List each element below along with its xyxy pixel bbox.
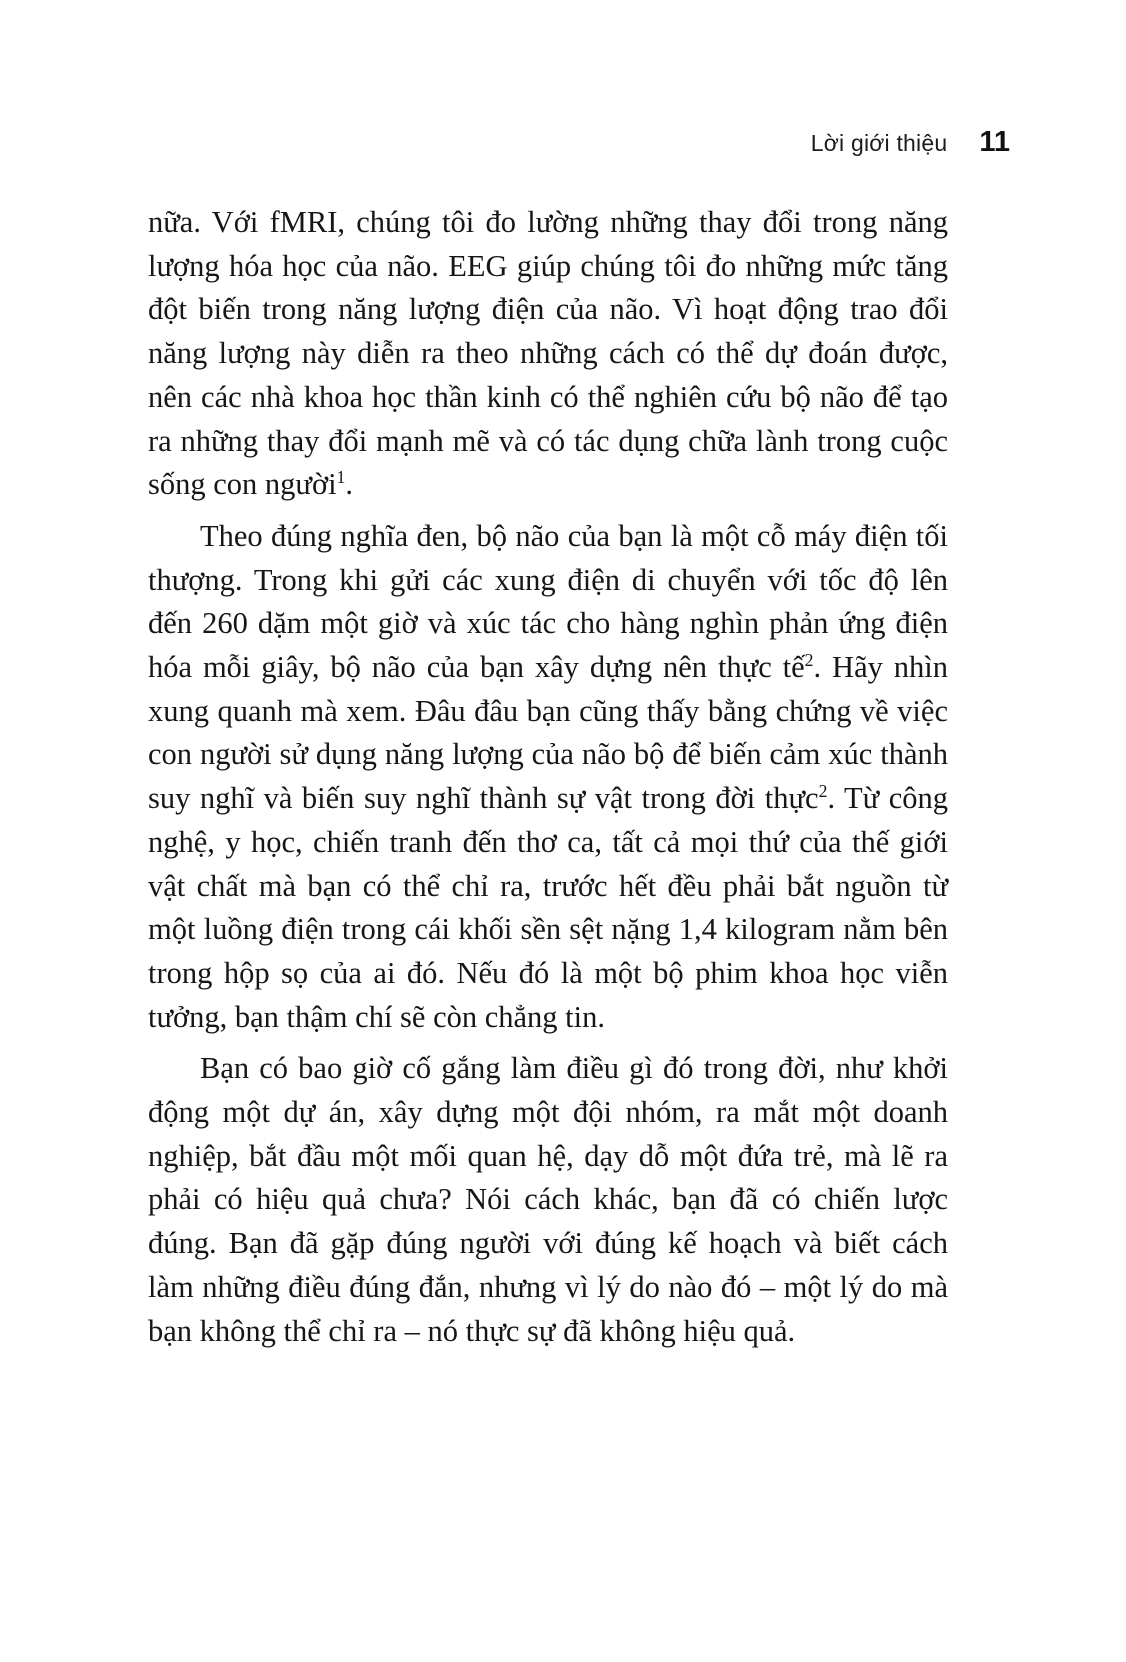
paragraph-3-text: Bạn có bao giờ cố gắng làm điều gì đó trong đời, như khởi động một dự án, xây dựng một đội nhóm, ra mắt một doanh nghiệp, bắt đầu một mối quan hệ, dạy dỗ một đứa trẻ, mà lẽ ra phải có hiệu quả chưa? Nói cách khác, bạn đã có chiến lược đúng. Bạn đã gặp đúng người với đúng kế hoạch và biết cách làm những điều đúng đắn, nhưng vì lý do nào đó – một lý do mà bạn không thể chỉ ra – nó thực sự đã không hiệu quả. [148, 1051, 948, 1348]
paragraph-2-text-a: Theo đúng nghĩa đen, bộ não của bạn là một cỗ máy điện tối thượng. Trong khi gửi các xung điện di chuyển với tốc độ lên đến 260 dặm một giờ và xúc tác cho hàng nghìn phản ứng điện hóa mỗi giây, bộ não của bạn xây dựng nên thực tế [148, 518, 948, 685]
paragraph-1-text-end: . [345, 467, 354, 502]
paragraph-2 [148, 515, 948, 1039]
footnote-marker-2a: 2 [804, 649, 814, 670]
paragraph-3 [148, 1047, 948, 1353]
page-header [148, 126, 1010, 159]
paragraph-1-text: nữa. Với fMRI, chúng tôi đo lường những thay đổi trong năng lượng hóa học của não. EEG giúp chúng tôi đo những mức tăng đột biến trong năng lượng điện của não. Vì hoạt động trao đổi năng lượng này diễn ra theo những cách có thể dự đoán được, nên các nhà khoa học thần kinh có thể nghiên cứu bộ não để tạo ra những thay đổi mạnh mẽ và có tác dụng chữa lành trong cuộc sống con người [148, 205, 948, 502]
footnote-marker-2b: 2 [818, 780, 828, 801]
footnote-marker-1: 1 [336, 467, 346, 488]
paragraph-2-text-b: . Hãy nhìn xung quanh mà xem. Đâu đâu bạn cũng thấy bằng chứng về việc con người sử dụng năng lượng của não bộ để biến cảm xúc thành suy nghĩ và biến suy nghĩ thành sự vật trong đời thực [148, 650, 948, 816]
paragraph-2-text-c: . Từ công nghệ, y học, chiến tranh đến thơ ca, tất cả mọi thứ của thế giới vật chất mà bạn có thể chỉ ra, trước hết đều phải bắt nguồn từ một luồng điện trong cái khối sền sệt nặng 1,4 kilogram nằm bên trong hộp sọ của ai đó. Nếu đó là một bộ phim khoa học viễn tưởng, bạn thậm chí sẽ còn chẳng tin. [148, 781, 948, 1034]
paragraph-1 [148, 201, 948, 507]
page-number: 11 [979, 126, 1010, 158]
running-head-section-title: Lời giới thiệu [810, 130, 948, 156]
page-body [148, 201, 948, 1353]
